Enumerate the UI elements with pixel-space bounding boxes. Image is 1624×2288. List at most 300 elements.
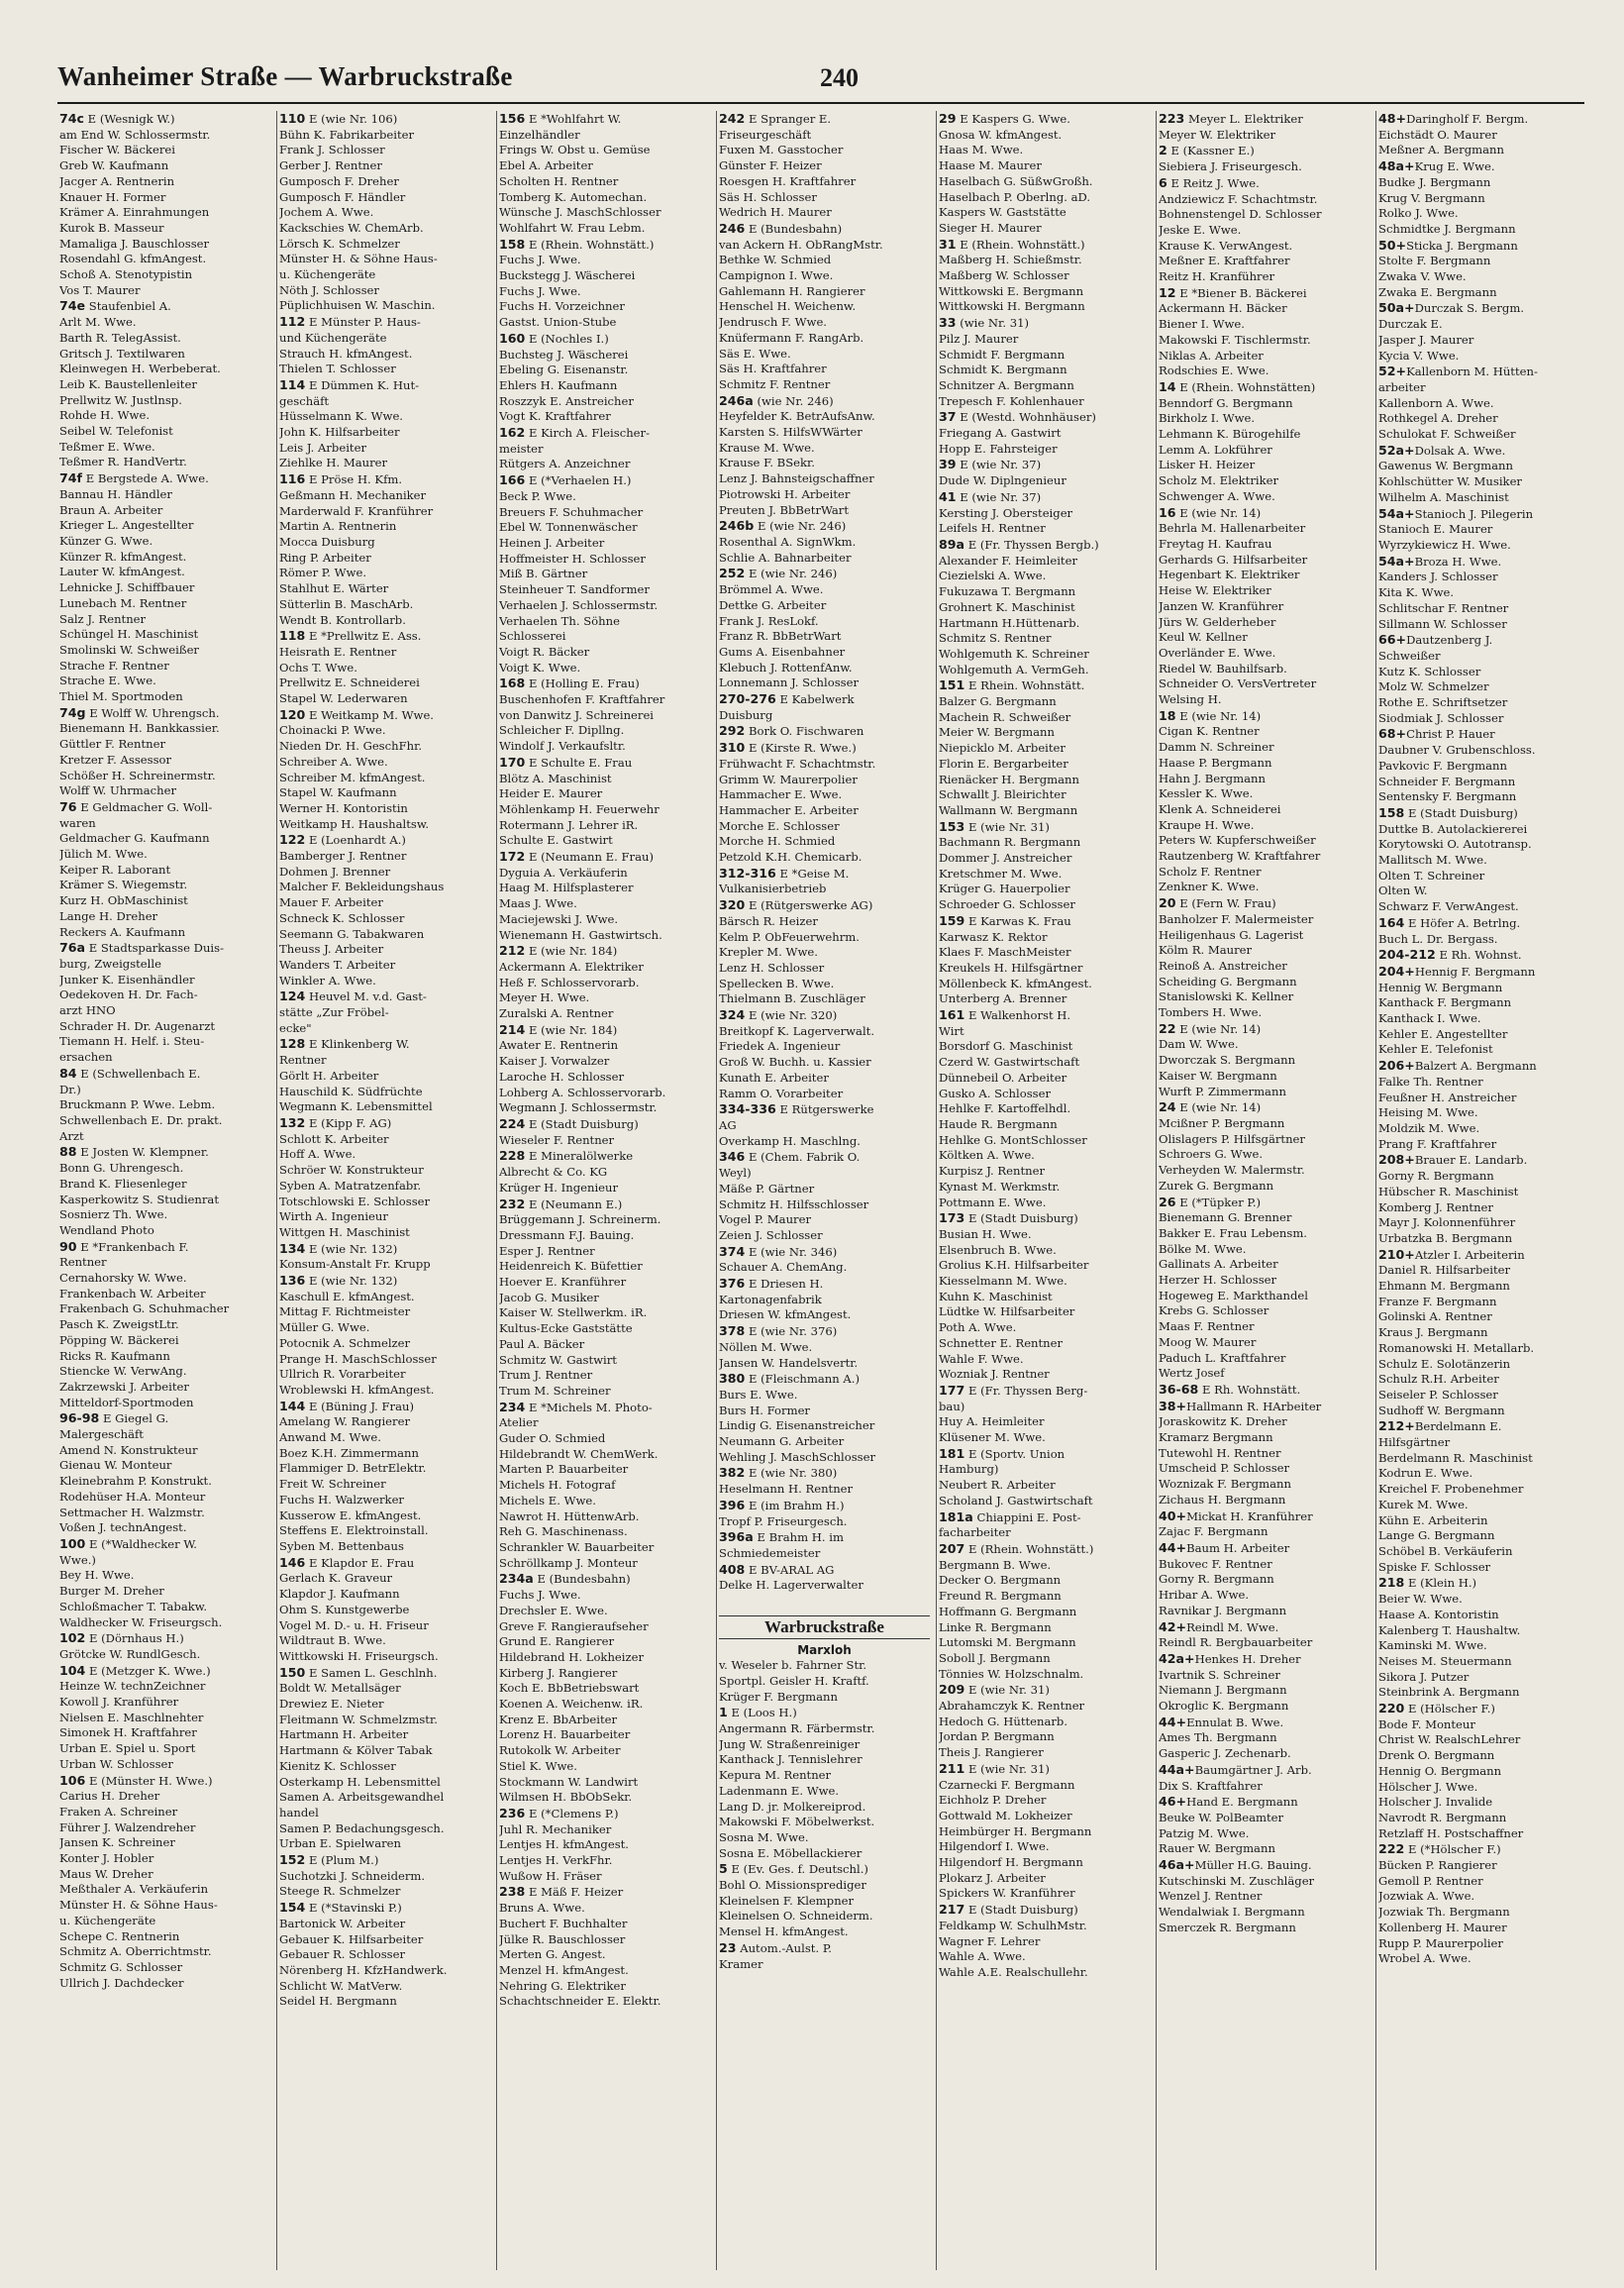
- directory-entry: Theuss J. Arbeiter: [279, 942, 384, 957]
- directory-entry: 160 E (Nochles I.): [499, 330, 609, 346]
- directory-entry: Vulkanisierbetrieb: [719, 882, 827, 896]
- directory-entry: Lentjes H. kfmAngest.: [499, 1837, 629, 1852]
- directory-entry: Menzel H. kfmAngest.: [499, 1962, 629, 1977]
- directory-entry: Zajac F. Bergmann: [1159, 1524, 1269, 1539]
- directory-entry: Kynast M. Werkmstr.: [939, 1179, 1061, 1194]
- directory-entry: Weyl): [719, 1166, 752, 1181]
- directory-entry: 236 E (*Clemens P.): [499, 1805, 619, 1820]
- directory-entry: Seiseler P. Schlosser: [1378, 1387, 1498, 1402]
- directory-entry: Marderwald F. Kranführer: [279, 503, 434, 518]
- directory-entry: Hauschild K. Südfrüchte: [279, 1084, 423, 1098]
- directory-entry: Sieger H. Maurer: [939, 220, 1042, 235]
- directory-entry: Bode F. Monteur: [1378, 1716, 1475, 1731]
- directory-entry: 168 E (Holling E. Frau): [499, 676, 640, 691]
- directory-entry: Ehmann M. Bergmann: [1378, 1279, 1510, 1294]
- directory-entry: 74f E Bergstede A. Wwe.: [59, 470, 209, 486]
- directory-entry: Lutomski M. Bergmann: [939, 1635, 1076, 1650]
- directory-entry: Malergeschäft: [59, 1427, 144, 1442]
- directory-entry: Wilmsen H. BbObSekr.: [499, 1790, 633, 1805]
- directory-entry: Kanders J. Schlosser: [1378, 570, 1498, 584]
- directory-entry: 41 E (wie Nr. 37): [939, 488, 1042, 504]
- directory-entry: 2 E (Kassner E.): [1159, 143, 1255, 158]
- directory-entry: Gumposch F. Dreher: [279, 173, 399, 188]
- directory-entry: Brömmel A. Wwe.: [719, 582, 824, 597]
- directory-entry: Sikora J. Putzer: [1378, 1669, 1470, 1684]
- directory-entry: Roszzyk E. Anstreicher: [499, 393, 634, 408]
- directory-entry: 246a (wie Nr. 246): [719, 392, 834, 408]
- directory-entry: Meyer H. Wwe.: [499, 990, 590, 1005]
- directory-entry: Wroblewski H. kfmAngest.: [279, 1382, 435, 1397]
- directory-entry: Säs H. Kraftfahrer: [719, 362, 827, 376]
- directory-entry: Paduch L. Kraftfahrer: [1159, 1350, 1286, 1365]
- directory-entry: Kaminski M. Wwe.: [1378, 1638, 1487, 1653]
- directory-entry: Ackermann H. Bäcker: [1159, 301, 1287, 316]
- directory-entry: Teßmer R. HandVertr.: [59, 455, 187, 469]
- directory-entry: Martin A. Rentnerin: [279, 519, 397, 534]
- directory-entry: Esper J. Rentner: [499, 1243, 595, 1258]
- directory-entry: Malcher F. Bekleidungshaus: [279, 880, 445, 894]
- directory-entry: Kutschinski M. Zuschläger: [1159, 1873, 1315, 1888]
- directory-entry: 6 E Reitz J. Wwe.: [1159, 174, 1260, 190]
- directory-entry: Burs E. Wwe.: [719, 1387, 798, 1402]
- directory-entry: Kreichel F. Probenehmer: [1378, 1482, 1524, 1497]
- directory-entry: 156 E *Wohlfahrt W.: [499, 111, 622, 126]
- directory-entry: Dettke G. Arbeiter: [719, 597, 827, 612]
- directory-entry: 46a+Müller H.G. Bauing.: [1159, 1857, 1312, 1873]
- directory-entry: 164 E Höfer A. Betrlng.: [1378, 914, 1521, 930]
- directory-entry: Blötz A. Maschinist: [499, 771, 612, 785]
- directory-entry: Thielen T. Schlosser: [279, 362, 396, 376]
- directory-entry: Flammiger D. BetrElektr.: [279, 1461, 427, 1476]
- directory-entry: Kuhn K. Maschinist: [939, 1289, 1053, 1303]
- directory-entry: Säs H. Schlosser: [719, 189, 817, 204]
- directory-entry: handel: [279, 1805, 319, 1820]
- directory-entry: Kita K. Wwe.: [1378, 585, 1455, 600]
- directory-entry: Christ W. RealschLehrer: [1378, 1732, 1521, 1747]
- directory-entry: 76a E Stadtsparkasse Duis-: [59, 940, 225, 956]
- directory-entry: Verheyden W. Malermstr.: [1159, 1163, 1305, 1178]
- directory-entry: Hamburg): [939, 1462, 999, 1477]
- directory-entry: Gritsch J. Textilwaren: [59, 346, 185, 361]
- directory-entry: meister: [499, 441, 544, 456]
- directory-entry: Daniel R. Hilfsarbeiter: [1378, 1263, 1511, 1278]
- directory-entry: ersachen: [59, 1050, 113, 1065]
- directory-entry: Rutokolk W. Arbeiter: [499, 1743, 621, 1758]
- directory-entry: 50a+Durczak S. Bergm.: [1378, 300, 1525, 316]
- directory-entry: Frankenbach W. Arbeiter: [59, 1286, 206, 1300]
- directory-entry: Lonnemann J. Schlosser: [719, 676, 860, 690]
- directory-entry: Konsum-Anstalt Fr. Krupp: [279, 1257, 431, 1272]
- directory-entry: Decker O. Bergmann: [939, 1573, 1062, 1588]
- directory-entry: ecke": [279, 1020, 312, 1035]
- directory-entry: Hehlke G. MontSchlosser: [939, 1132, 1087, 1147]
- directory-entry: Spiske F. Schlosser: [1378, 1559, 1491, 1574]
- directory-entry: Haselbach P. Oberlng. aD.: [939, 189, 1091, 204]
- directory-entry: 382 E (wie Nr. 380): [719, 1465, 838, 1481]
- directory-entry: Lunebach M. Rentner: [59, 595, 187, 610]
- directory-entry: 74c E (Wesnigk W.): [59, 111, 175, 126]
- directory-entry: Arzt: [59, 1128, 84, 1143]
- directory-entry: Lorenz H. Bauarbeiter: [499, 1727, 631, 1742]
- directory-entry: Voßen J. technAngest.: [59, 1520, 187, 1535]
- directory-entry: 44+Baum H. Arbeiter: [1159, 1539, 1290, 1555]
- directory-entry: Zenkner K. Wwe.: [1159, 880, 1260, 894]
- directory-entry: Rupp P. Maurerpolier: [1378, 1935, 1503, 1950]
- directory-entry: Kurpisz J. Rentner: [939, 1164, 1045, 1179]
- directory-entry: 232 E (Neumann E.): [499, 1196, 623, 1211]
- directory-entry: burg, Zweigstelle: [59, 956, 161, 971]
- directory-entry: Kodrun E. Wwe.: [1378, 1466, 1473, 1481]
- directory-entry: Maßberg W. Schlosser: [939, 268, 1069, 283]
- directory-entry: Fleitmann W. Schmelzmstr.: [279, 1712, 438, 1726]
- directory-entry: Kühn E. Arbeiterin: [1378, 1512, 1488, 1527]
- directory-entry: Schößer H. Schreinermstr.: [59, 768, 216, 782]
- directory-entry: Reindl R. Bergbauarbeiter: [1159, 1635, 1313, 1650]
- directory-entry: Kehler E. Telefonist: [1378, 1042, 1493, 1057]
- directory-entry: Lörsch K. Schmelzer: [279, 236, 400, 251]
- directory-entry: stätte „Zur Fröbel-: [279, 1005, 389, 1020]
- directory-entry: Molz W. Schmelzer: [1378, 679, 1489, 694]
- directory-entry: 124 Heuvel M. v.d. Gast-: [279, 988, 427, 1004]
- directory-entry: 54a+Broza H. Wwe.: [1378, 553, 1502, 569]
- directory-entry: 217 E (Stadt Duisburg): [939, 1902, 1078, 1918]
- directory-entry: Tropf P. Friseurgesch.: [719, 1513, 848, 1528]
- directory-entry: Olten T. Schreiner: [1378, 868, 1485, 883]
- directory-entry: Moog W. Maurer: [1159, 1334, 1257, 1349]
- directory-entry: 37 E (Westd. Wohnhäuser): [939, 409, 1096, 425]
- directory-entry: Kasperkowitz S. Studienrat: [59, 1192, 219, 1206]
- directory-entry: 152 E (Plum M.): [279, 1852, 379, 1868]
- directory-entry: Nieden Dr. H. GeschFhr.: [279, 739, 423, 754]
- directory-entry: Ames Th. Bergmann: [1159, 1730, 1277, 1745]
- directory-entry: Thielmann B. Zuschläger: [719, 991, 865, 1006]
- directory-entry: Plokarz J. Arbeiter: [939, 1870, 1046, 1885]
- directory-entry: Wahle A.E. Realschullehr.: [939, 1964, 1088, 1979]
- directory-entry: Rotermann J. Lehrer iR.: [499, 817, 639, 832]
- directory-entry: Schnitzer A. Bergmann: [939, 377, 1074, 392]
- directory-entry: bau): [939, 1399, 965, 1413]
- directory-entry: Meßthaler A. Verkäuferin: [59, 1882, 209, 1897]
- directory-entry: 48+Daringholf F. Bergm.: [1378, 111, 1529, 126]
- directory-entry: 177 E (Fr. Thyssen Berg-: [939, 1382, 1088, 1398]
- directory-entry: Settmacher H. Walzmstr.: [59, 1505, 205, 1519]
- directory-entry: Nöth J. Schlosser: [279, 282, 379, 297]
- street-heading: Warbruckstraße: [719, 1615, 930, 1639]
- directory-entry: Bergmann B. Wwe.: [939, 1557, 1052, 1572]
- directory-entry: 162 E Kirch A. Fleischer-: [499, 425, 650, 441]
- directory-entry: Tomberg K. Automechan.: [499, 189, 648, 204]
- directory-entry: Piotrowski H. Arbeiter: [719, 486, 851, 501]
- directory-entry: Kalenberg T. Haushaltw.: [1378, 1622, 1521, 1637]
- directory-entry: Wendland Photo: [59, 1222, 154, 1237]
- directory-entry: Tönnies W. Holzschnalm.: [939, 1666, 1084, 1681]
- directory-entry: Heising M. Wwe.: [1378, 1105, 1478, 1120]
- directory-entry: Herzer H. Schlosser: [1159, 1273, 1277, 1288]
- directory-entry: Heidenreich K. Büfettier: [499, 1259, 643, 1274]
- directory-entry: 112 E Münster P. Haus-: [279, 314, 421, 330]
- directory-entry: Morche H. Schmied: [719, 834, 836, 849]
- directory-entry: Rothe E. Schriftsetzer: [1378, 695, 1508, 710]
- directory-entry: Moldzik M. Wwe.: [1378, 1121, 1480, 1135]
- directory-entry: Banholzer F. Malermeister: [1159, 911, 1314, 926]
- directory-column-3: [497, 111, 717, 2270]
- directory-entry: Kleinelsen O. Schneiderm.: [719, 1909, 873, 1924]
- directory-column-4: [717, 111, 937, 2270]
- directory-entry: Schröer W. Konstrukteur: [279, 1163, 424, 1178]
- directory-entry: Dohmen J. Brenner: [279, 864, 391, 879]
- directory-entry: Trum J. Rentner: [499, 1368, 593, 1383]
- directory-entry: 52+Kallenborn M. Hütten-: [1378, 364, 1538, 379]
- directory-entry: Frings W. Obst u. Gemüse: [499, 143, 651, 157]
- directory-entry: Eichholz P. Dreher: [939, 1793, 1047, 1808]
- directory-entry: 212+Berdelmann E.: [1378, 1418, 1502, 1434]
- directory-entry: Friedek A. Ingenieur: [719, 1039, 841, 1054]
- directory-entry: 214 E (wie Nr. 184): [499, 1021, 618, 1037]
- directory-entry: 102 E (Dörnhaus H.): [59, 1630, 184, 1646]
- directory-entry: Geldmacher G. Kaufmann: [59, 831, 210, 846]
- directory-entry: 208+Brauer E. Landarb.: [1378, 1152, 1528, 1168]
- directory-entry: Hoever E. Kranführer: [499, 1275, 627, 1290]
- directory-entry: Friegang A. Gastwirt: [939, 426, 1062, 441]
- directory-entry: Urban W. Schlosser: [59, 1756, 173, 1771]
- directory-entry: Kelm P. ObFeuerwehrm.: [719, 929, 860, 944]
- directory-entry: Dam W. Wwe.: [1159, 1037, 1239, 1052]
- directory-entry: Bartonick W. Arbeiter: [279, 1916, 406, 1930]
- directory-entry: 110 E (wie Nr. 106): [279, 111, 398, 126]
- directory-entry: Krämer S. Wiegemstr.: [59, 878, 188, 892]
- directory-entry: 210+Atzler I. Arbeiterin: [1378, 1246, 1525, 1262]
- directory-entry: Heinze W. technZeichner: [59, 1679, 206, 1694]
- directory-entry: 158 E (Rhein. Wohnstätt.): [499, 236, 655, 252]
- directory-entry: Heise W. Elektriker: [1159, 583, 1271, 598]
- directory-entry: Budke J. Bergmann: [1378, 174, 1491, 189]
- directory-entry: Fuchs J. Wwe.: [499, 283, 581, 298]
- directory-entry: Samen P. Bedachungsgesch.: [279, 1820, 445, 1835]
- directory-entry: Wittkowski H. Bergmann: [939, 299, 1085, 314]
- directory-entry: Bücken P. Rangierer: [1378, 1858, 1497, 1873]
- directory-entry: Krämer A. Einrahmungen: [59, 205, 210, 220]
- directory-entry: 181 E (Sportv. Union: [939, 1445, 1066, 1461]
- directory-entry: Sportpl. Geisler H. Kraftf.: [719, 1673, 869, 1688]
- directory-entry: Seibel W. Telefonist: [59, 424, 173, 439]
- directory-entry: Kaiser W. Bergmann: [1159, 1068, 1277, 1083]
- directory-entry: Schmitz H. Hilfsschlosser: [719, 1196, 869, 1211]
- directory-entry: 151 E Rhein. Wohnstätt.: [939, 677, 1085, 693]
- directory-entry: Campignon I. Wwe.: [719, 268, 834, 283]
- directory-entry: 396a E Brahm H. im: [719, 1529, 844, 1545]
- directory-entry: Schulz R.H. Arbeiter: [1378, 1372, 1499, 1387]
- directory-entry: Franz R. BbBetrWart: [719, 629, 842, 644]
- directory-entry: Bachmann R. Bergmann: [939, 835, 1081, 850]
- directory-entry: 218 E (Klein H.): [1378, 1575, 1477, 1591]
- directory-entry: Falke Th. Rentner: [1378, 1074, 1483, 1089]
- directory-entry: Schöbel B. Verkäuferin: [1378, 1543, 1513, 1558]
- directory-entry: Sosna E. Möbellackierer: [719, 1845, 863, 1860]
- directory-entry: 46+Hand E. Bergmann: [1159, 1794, 1298, 1810]
- directory-entry: 36-68 E Rh. Wohnstätt.: [1159, 1381, 1301, 1397]
- directory-entry: Nawrot H. HüttenwArb.: [499, 1508, 640, 1523]
- directory-entry: Hübscher R. Maschinist: [1378, 1184, 1519, 1198]
- directory-entry: Fuchs J. Wwe.: [499, 1588, 581, 1603]
- directory-entry: Einzelhändler: [499, 127, 580, 142]
- directory-entry: Henschel H. Weichenw.: [719, 299, 857, 314]
- directory-entry: Greve F. Rangieraufseher: [499, 1618, 649, 1633]
- directory-entry: 116 E Pröse H. Kfm.: [279, 471, 403, 487]
- directory-entry: Dix S. Kraftfahrer: [1159, 1778, 1263, 1793]
- directory-entry: Schwenger A. Wwe.: [1159, 488, 1275, 503]
- directory-entry: 48a+Krug E. Wwe.: [1378, 158, 1495, 174]
- directory-entry: Wahle A. Wwe.: [939, 1949, 1026, 1964]
- directory-entry: Tutewohl H. Rentner: [1159, 1445, 1281, 1460]
- directory-entry: 1 E (Loos H.): [719, 1705, 797, 1720]
- directory-entry: Spellecken B. Wwe.: [719, 976, 835, 990]
- directory-entry: Krüger G. Hauerpolier: [939, 882, 1070, 896]
- directory-entry: Niepicklo M. Arbeiter: [939, 741, 1066, 756]
- directory-entry: Freit W. Schreiner: [279, 1477, 386, 1492]
- directory-entry: Dyguia A. Verkäuferin: [499, 865, 628, 880]
- directory-entry: Stapel W. Lederwaren: [279, 691, 408, 706]
- directory-entry: Schlie A. Bahnarbeiter: [719, 550, 852, 565]
- directory-entry: Dworczak S. Bergmann: [1159, 1053, 1296, 1068]
- directory-entry: Scholz M. Elektriker: [1159, 473, 1279, 488]
- directory-entry: Birkholz I. Wwe.: [1159, 411, 1256, 426]
- directory-entry: Meßner E. Kraftfahrer: [1159, 254, 1290, 268]
- directory-entry: Wegmann K. Lebensmittel: [279, 1099, 433, 1114]
- directory-entry: Vos T. Maurer: [59, 282, 141, 297]
- directory-entry: Anwand M. Wwe.: [279, 1430, 381, 1445]
- directory-entry: Hogeweg E. Markthandel: [1159, 1288, 1308, 1302]
- directory-entry: Windolf J. Verkaufsltr.: [499, 739, 626, 754]
- directory-entry: 100 E (*Waldhecker W.: [59, 1535, 197, 1551]
- directory-entry: 114 E Dümmen K. Hut-: [279, 376, 420, 392]
- directory-entry: Klaes F. MaschMeister: [939, 945, 1071, 960]
- directory-entry: Mamaliga J. Bauschlosser: [59, 236, 210, 251]
- directory-entry: Joraskowitz K. Dreher: [1159, 1414, 1287, 1429]
- directory-entry: Stolte F. Bergmann: [1378, 254, 1491, 268]
- directory-entry: Haase P. Bergmann: [1159, 755, 1272, 770]
- directory-entry: Wenzel J. Rentner: [1159, 1889, 1263, 1904]
- directory-entry: Wohlgemuth K. Schreiner: [939, 646, 1089, 661]
- directory-entry: Petzold K.H. Chemicarb.: [719, 850, 863, 865]
- directory-entry: Niklas A. Arbeiter: [1159, 348, 1264, 363]
- directory-entry: Bienemann G. Brenner: [1159, 1210, 1292, 1225]
- directory-entry: Buchsteg J. Wäscherei: [499, 347, 629, 362]
- directory-entry: 104 E (Metzger K. Wwe.): [59, 1662, 211, 1678]
- directory-entry: Drechsler E. Wwe.: [499, 1603, 608, 1617]
- directory-entry: Machein R. Schweißer: [939, 709, 1071, 724]
- directory-entry: Kultus-Ecke Gaststätte: [499, 1321, 633, 1336]
- directory-entry: Wilhelm A. Maschinist: [1378, 489, 1509, 504]
- directory-entry: Boez K.H. Zimmermann: [279, 1445, 419, 1460]
- directory-entry: Bienemann H. Bankkassier.: [59, 721, 220, 736]
- directory-entry: 118 E *Prellwitz E. Ass.: [279, 628, 422, 644]
- directory-entry: Osterkamp H. Lebensmittel: [279, 1774, 441, 1789]
- directory-column-7: [1376, 111, 1590, 2270]
- directory-entry: Schepe C. Rentnerin: [59, 1928, 180, 1943]
- directory-entry: Czarnecki F. Bergmann: [939, 1777, 1075, 1792]
- directory-entry: Hoffmann G. Bergmann: [939, 1604, 1077, 1618]
- directory-entry: Jülich M. Wwe.: [59, 847, 148, 862]
- directory-entry: Makowski F. Möbelwerkst.: [719, 1815, 875, 1829]
- directory-entry: Leifels H. Rentner: [939, 521, 1046, 536]
- directory-entry: 96-98 E Giegel G.: [59, 1410, 169, 1426]
- directory-entry: Wertz Josef: [1159, 1366, 1225, 1381]
- directory-entry: Theis J. Rangierer: [939, 1745, 1044, 1760]
- directory-entry: Schwellenbach E. Dr. prakt.: [59, 1113, 223, 1127]
- directory-entry: Rütgers A. Anzeichner: [499, 457, 631, 471]
- directory-entry: Golinski A. Rentner: [1378, 1309, 1492, 1324]
- directory-entry: Kretzer F. Assessor: [59, 752, 172, 767]
- directory-entry: Grund E. Rangierer: [499, 1634, 614, 1649]
- directory-entry: 74e Staufenbiel A.: [59, 298, 171, 314]
- directory-entry: Kleinelsen F. Klempner: [719, 1893, 855, 1908]
- directory-entry: Voigt K. Wwe.: [499, 660, 581, 675]
- directory-entry: Korytowski O. Autotransp.: [1378, 837, 1532, 852]
- directory-entry: Syben A. Matratzenfabr.: [279, 1178, 422, 1193]
- directory-entry: Freund R. Bergmann: [939, 1589, 1062, 1604]
- directory-entry: Biener I. Wwe.: [1159, 317, 1245, 332]
- directory-entry: Seemann G. Tabakwaren: [279, 926, 425, 941]
- directory-entry: Wahle F. Wwe.: [939, 1351, 1024, 1366]
- directory-entry: Frank J. ResLokf.: [719, 613, 819, 628]
- directory-entry: 68+Christ P. Hauer: [1378, 726, 1495, 742]
- directory-entry: Grötcke W. RundlGesch.: [59, 1646, 201, 1661]
- directory-entry: Samen A. Arbeitsgewandhel: [279, 1790, 445, 1805]
- directory-entry: Hopp E. Fahrsteiger: [939, 441, 1058, 456]
- directory-entry: Steinbrink A. Bergmann: [1378, 1685, 1520, 1700]
- directory-entry: Hoffmeister H. Schlosser: [499, 551, 646, 566]
- directory-entry: Schmiedemeister: [719, 1545, 821, 1560]
- directory-entry: 154 E (*Stavinski P.): [279, 1900, 402, 1916]
- directory-entry: Hegenbart K. Elektriker: [1159, 568, 1300, 582]
- directory-entry: Urban E. Spielwaren: [279, 1836, 401, 1851]
- directory-entry: Müller G. Wwe.: [279, 1320, 370, 1335]
- directory-entry: Mcißner P. Bergmann: [1159, 1116, 1285, 1130]
- directory-entry: Hartmann H.Hüttenarb.: [939, 615, 1080, 630]
- directory-entry: Schreiber M. kfmAngest.: [279, 770, 426, 784]
- directory-entry: Reitz H. Kranführer: [1159, 269, 1274, 284]
- directory-entry: Kölm R. Maurer: [1159, 943, 1253, 958]
- directory-entry: Wedrich H. Maurer: [719, 205, 832, 220]
- directory-entry: Schroeder G. Schlosser: [939, 897, 1075, 912]
- directory-entry: Prang F. Kraftfahrer: [1378, 1136, 1497, 1151]
- directory-entry: Smerczek R. Bergmann: [1159, 1920, 1296, 1934]
- directory-entry: Römer P. Wwe.: [279, 566, 366, 580]
- directory-entry: Mallitsch M. Wwe.: [1378, 853, 1487, 868]
- directory-entry: 242 E Spranger E.: [719, 111, 832, 126]
- directory-entry: Guder O. Schmied: [499, 1431, 606, 1446]
- directory-entry: geschäft: [279, 393, 330, 408]
- directory-entry: Bohnenstengel D. Schlosser: [1159, 207, 1322, 222]
- directory-entry: Reckers A. Kaufmann: [59, 924, 186, 939]
- directory-entry: Alexander F. Heimleiter: [939, 553, 1077, 568]
- directory-entry: und Küchengeräte: [279, 330, 387, 345]
- directory-entry: 238 E Mäß F. Heizer: [499, 1884, 624, 1900]
- directory-entry: Wünsche J. MaschSchlosser: [499, 205, 661, 220]
- directory-entry: Hehlke F. Kartoffelhdl.: [939, 1101, 1071, 1116]
- directory-entry: Ackermann A. Elektriker: [499, 959, 644, 974]
- directory-entry: Patzig M. Wwe.: [1159, 1825, 1250, 1840]
- directory-entry: 38+Hallmann R. HArbeiter: [1159, 1398, 1322, 1413]
- directory-entry: Schmidt F. Bergmann: [939, 347, 1066, 362]
- directory-entry: Kunath E. Arbeiter: [719, 1070, 829, 1085]
- directory-entry: Hedoch G. Hüttenarb.: [939, 1714, 1068, 1728]
- directory-entry: Buckstegg J. Wäscherei: [499, 268, 636, 283]
- directory-entry: Steege R. Schmelzer: [279, 1884, 401, 1899]
- directory-entry: Gerhards G. Hilfsarbeiter: [1159, 552, 1308, 567]
- directory-entry: Frühwacht F. Schachtmstr.: [719, 756, 876, 771]
- directory-entry: Knauer H. Former: [59, 189, 166, 204]
